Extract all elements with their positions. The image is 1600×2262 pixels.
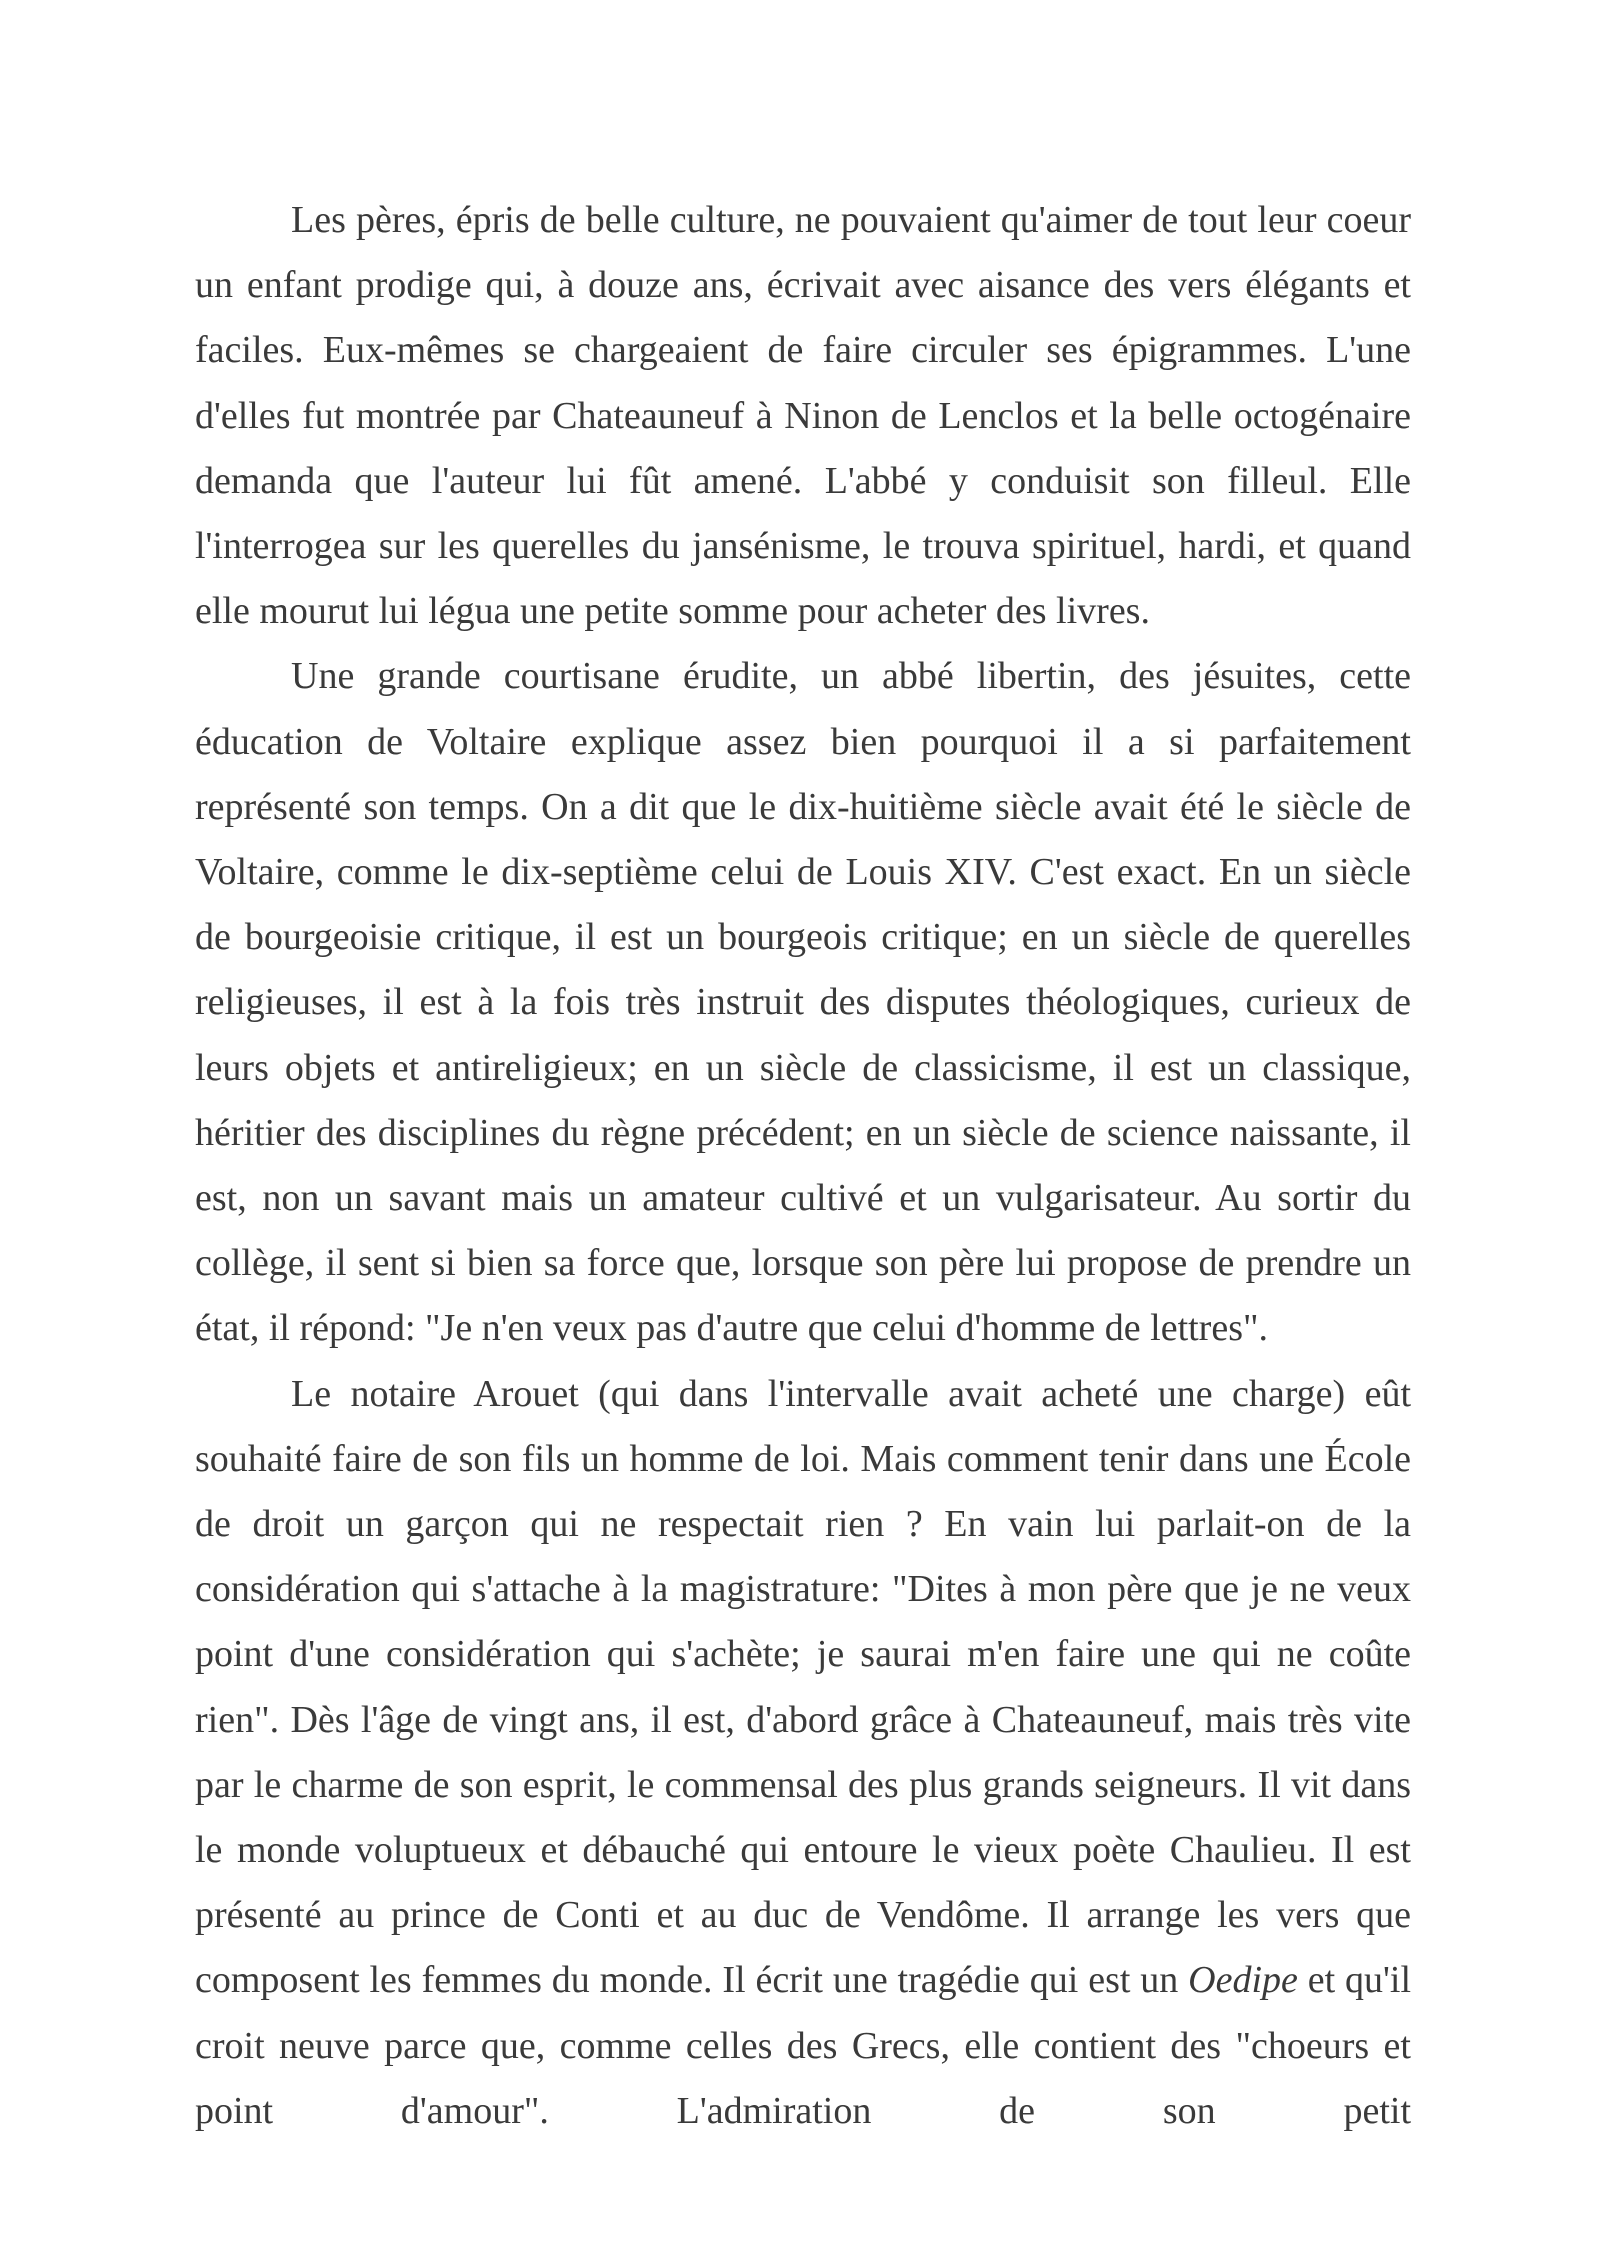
paragraph-3-text-start: Le notaire Arouet (qui dans l'intervalle avait acheté une charge) eût souhaité faire de son fils un homme de loi. Mais comment tenir dans une École de droit un garçon qui ne respectait rien ? En vain lui parlait-on de la considération qui s'attache à la magistrature: "Dites à mon père que je ne veux point d'une considération qui s'achète; je saurai m'en faire une qui ne coûte rien". Dès l'âge de vingt ans, il est, d'abord grâce à Chateauneuf, mais très vite par le charme de son esprit, le commensal des plus grands seigneurs. Il vit dans le monde voluptueux et débauché qui entoure le vieux poète Chaulieu. Il est présenté au prince de Conti et au duc de Vendôme. Il arrange les vers que composent les femmes du monde. Il écrit une tragédie qui est un: [195, 1372, 1411, 2002]
paragraph-3-text-end: et qu'il croit neuve parce que, comme celles des Grecs, elle contient des "choeurs et point d'amour". L'admiration de son petit: [195, 1959, 1412, 2132]
paragraph-1-text: Les pères, épris de belle culture, ne pouvaient qu'aimer de tout leur coeur un enfant prodige qui, à douze ans, écrivait avec aisance des vers élégants et faciles. Eux-mêmes se chargeaient de faire circuler ses épigrammes. L'une d'elles fut montrée par Chateauneuf à Ninon de Lenclos et la belle octogénaire demanda que l'auteur lui fût amené. L'abbé y conduisit son filleul. Elle l'interrogea sur les querelles du jansénisme, le trouva spirituel, hardi, et quand elle mourut lui légua une petite somme pour acheter des livres.: [195, 199, 1411, 633]
body-text: [195, 188, 1411, 2144]
paragraph-2-text: Une grande courtisane érudite, un abbé libertin, des jésuites, cette éducation de Voltaire explique assez bien pourquoi il a si parfaitement représenté son temps. On a dit que le dix-huitième siècle avait été le siècle de Voltaire, comme le dix-septième celui de Louis XIV. C'est exact. En un siècle de bourgeoisie critique, il est un bourgeois critique; en un siècle de querelles religieuses, il est à la fois très instruit des disputes théologiques, curieux de leurs objets et antireligieux; en un siècle de classicisme, il est un classique, héritier des disciplines du règne précédent; en un siècle de science naissante, il est, non un savant mais un amateur cultivé et un vulgarisateur. Au sortir du collège, il sent si bien sa force que, lorsque son père lui propose de prendre un état, il répond: "Je n'en veux pas d'autre que celui d'homme de lettres".: [195, 655, 1411, 1350]
paragraph-2: [195, 644, 1411, 1361]
italic-title-oedipe: Oedipe: [1188, 1959, 1298, 2002]
paragraph-3: [195, 1362, 1411, 2144]
paragraph-1: [195, 188, 1411, 644]
